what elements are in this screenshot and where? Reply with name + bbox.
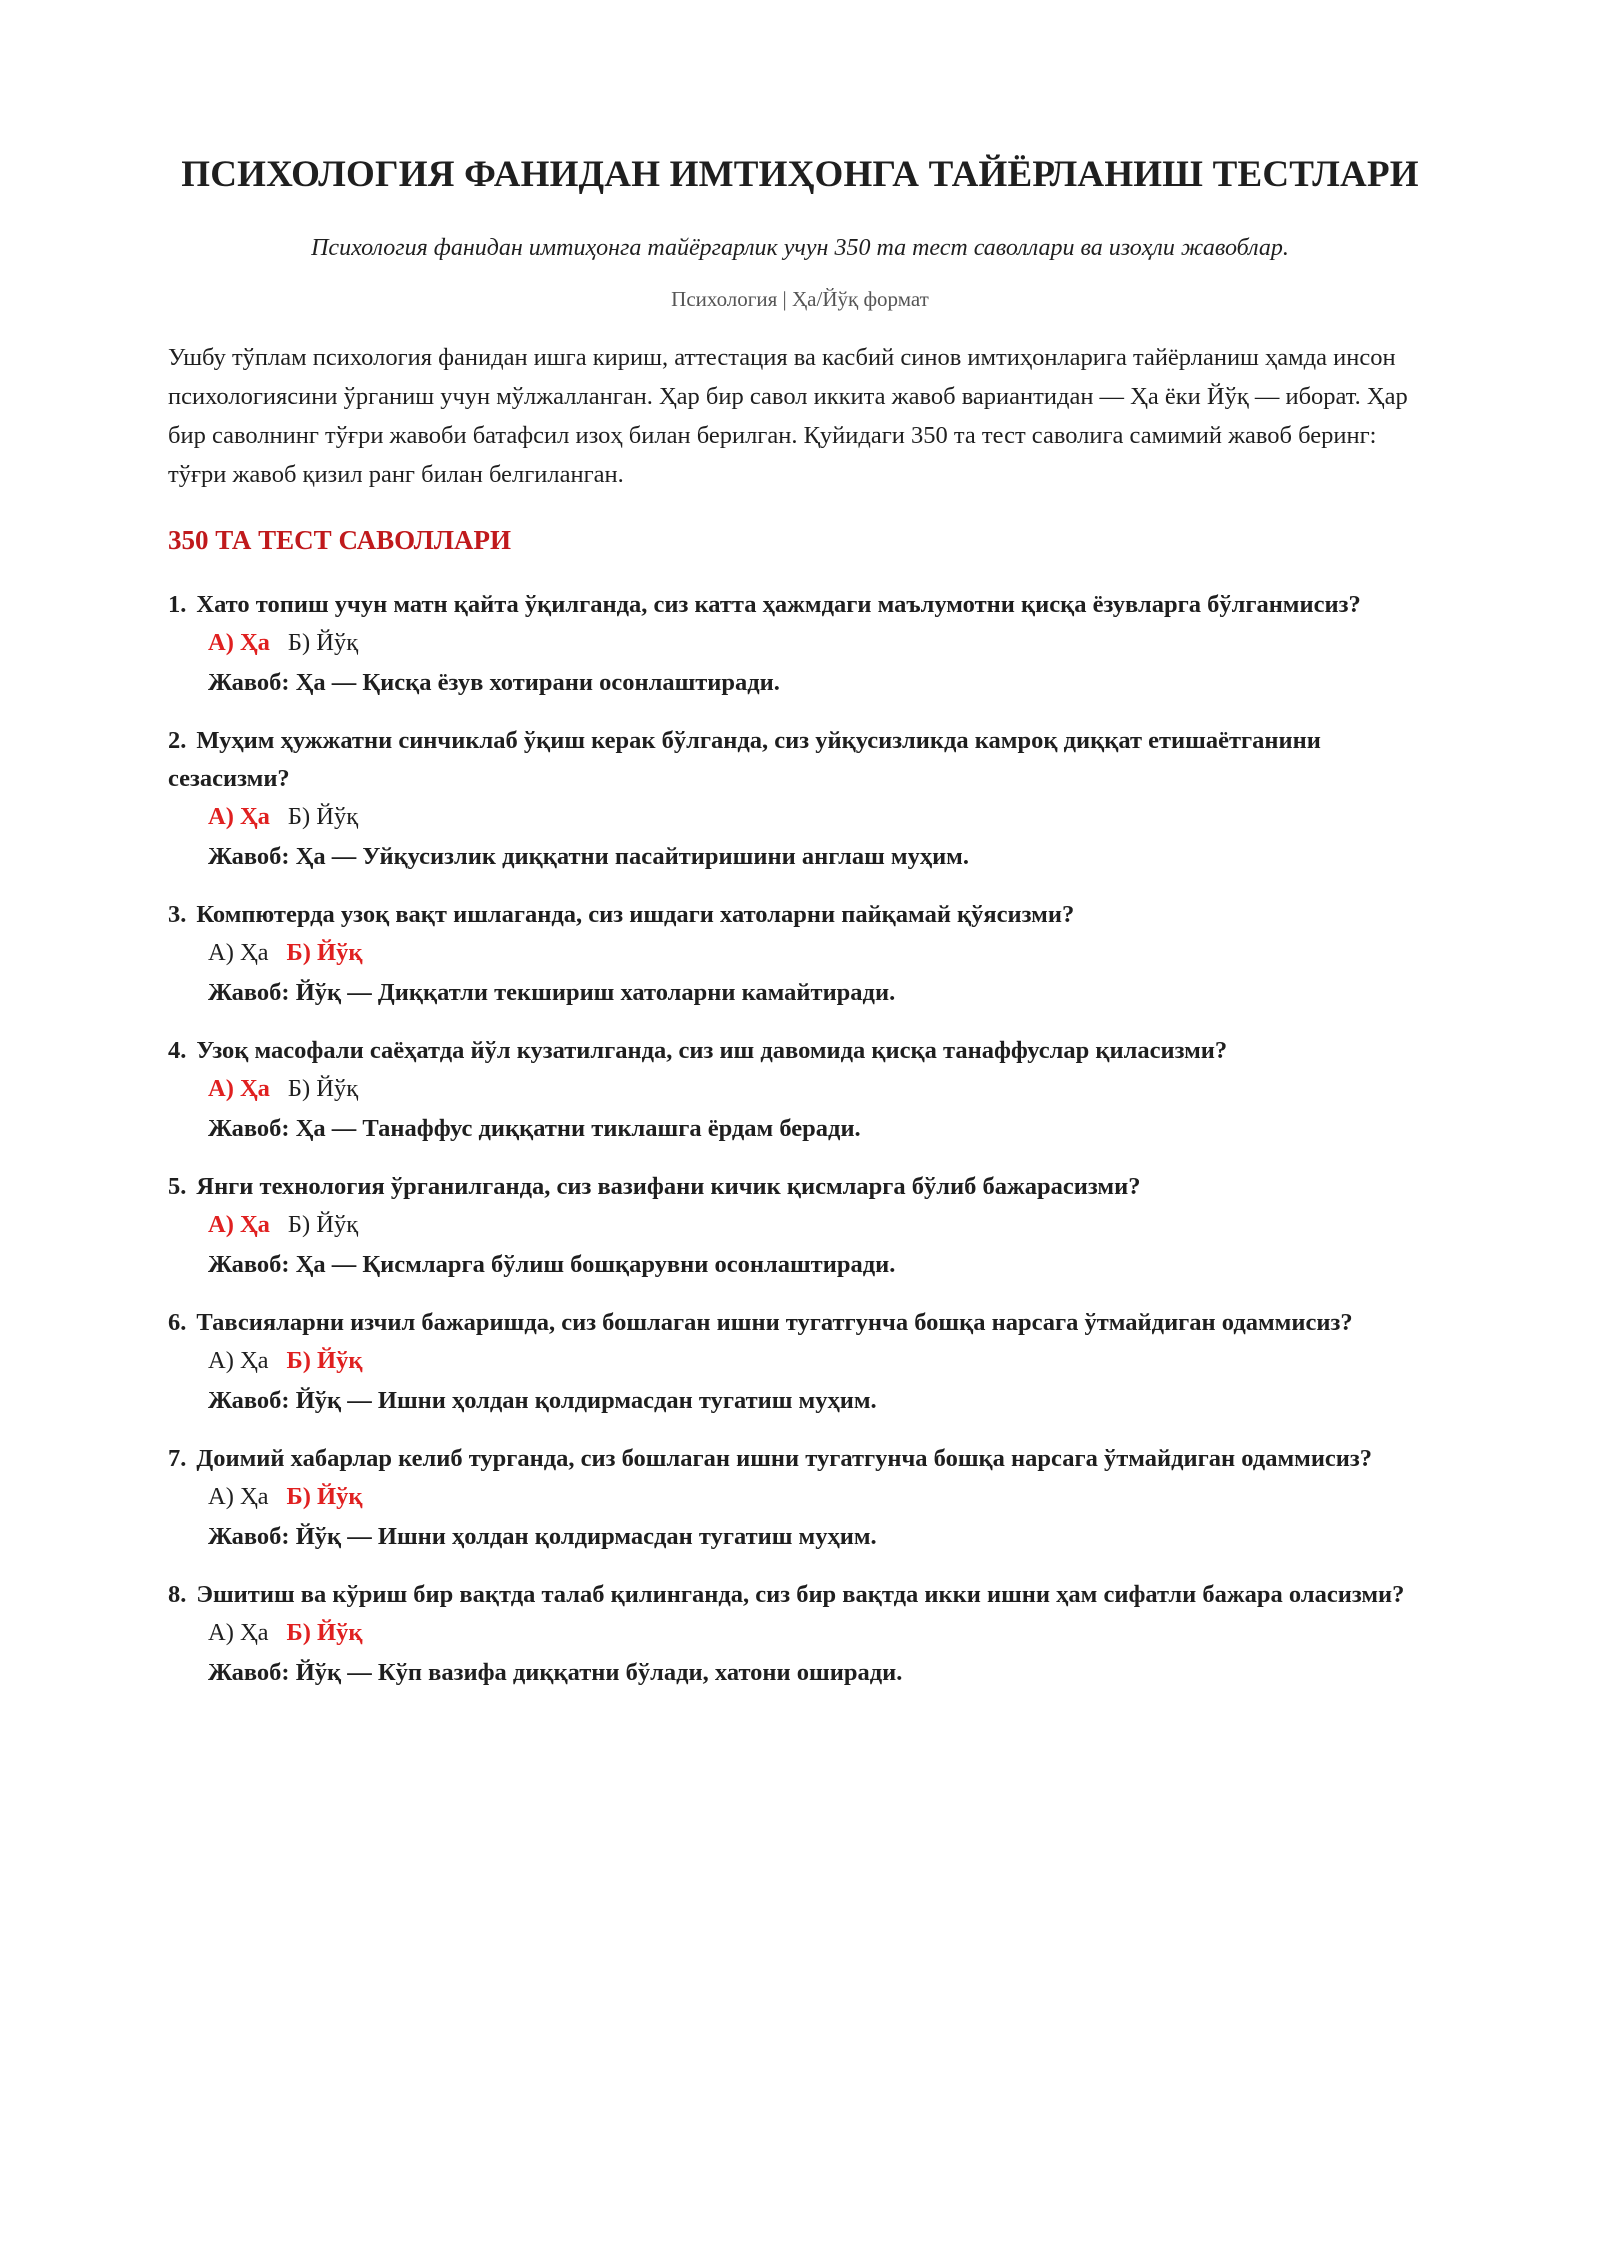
answer-options (168, 934, 1432, 972)
answer-explanation: Жавоб: Ҳа — Қисмларга бўлиш бошқарувни осонлаштиради. (208, 1251, 896, 1278)
option-b: Б) Йўқ (287, 1211, 359, 1238)
question-item (168, 1304, 1432, 1422)
answer-explanation: Жавоб: Ҳа — Уйқусизлик диққатни пасайтиришини англаш муҳим. (208, 843, 969, 870)
question-body: Хато топиш учун матн қайта ўқилганда, сиз катта ҳажмдаги маълумотни қисқа ёзувларга бўлганмисиз? (196, 591, 1361, 618)
option-b: Б) Йўқ (287, 629, 359, 656)
option-b-correct: Б) Йўқ (286, 1619, 363, 1646)
page-meta: Психология | Ҳа/Йўқ формат (671, 287, 929, 311)
question-item (168, 1032, 1432, 1150)
option-a-correct: А) Ҳа (208, 803, 270, 830)
question-body: Эшитиш ва кўриш бир вақтда талаб қилинганда, сиз бир вақтда икки ишни ҳам сифатли бажара оласизми? (196, 1581, 1405, 1608)
answer-options (168, 1206, 1432, 1244)
option-a: А) Ҳа (208, 1347, 269, 1374)
question-body: Янги технология ўрганилганда, сиз вазифани кичик қисмларга бўлиб бажарасизми? (196, 1173, 1141, 1200)
answer-options (168, 1478, 1432, 1516)
page-title: ПСИХОЛОГИЯ ФАНИДАН ИМТИҲОНГА ТАЙЁРЛАНИШ ТЕСТЛАРИ (181, 154, 1419, 195)
question-number: 1. (168, 591, 187, 618)
option-b-correct: Б) Йўқ (286, 1483, 363, 1510)
question-text (168, 1576, 1432, 1614)
answer-explanation: Жавоб: Йўқ — Кўп вазифа диққатни бўлади, хатони оширади. (208, 1659, 903, 1686)
question-body: Тавсияларни изчил бажаришда, сиз бошлаган ишни тугатгунча бошқа нарсага ўтмайдиган одаммисиз? (196, 1309, 1353, 1336)
question-text (168, 586, 1432, 624)
question-number: 4. (168, 1037, 187, 1064)
answer-options (168, 1342, 1432, 1380)
question-text (168, 1032, 1432, 1070)
question-number: 6. (168, 1309, 187, 1336)
answer-explanation: Жавоб: Ҳа — Қисқа ёзув хотирани осонлаштиради. (208, 669, 780, 696)
question-item (168, 1168, 1432, 1286)
question-item (168, 1440, 1432, 1558)
option-a-correct: А) Ҳа (208, 1075, 270, 1102)
option-a: А) Ҳа (208, 939, 269, 966)
document-page (168, 148, 1432, 1694)
answer-explanation: Жавоб: Йўқ — Диққатли текшириш хатоларни камайтиради. (208, 979, 896, 1006)
option-a: А) Ҳа (208, 1483, 269, 1510)
question-text (168, 896, 1432, 934)
question-number: 2. (168, 727, 187, 754)
question-text (168, 1304, 1432, 1342)
page-subtitle: Психология фанидан имтиҳонга тайёргарлик учун 350 та тест саволлари ва изоҳли жавоблар. (311, 235, 1289, 261)
question-item (168, 1576, 1432, 1694)
option-b: Б) Йўқ (287, 1075, 359, 1102)
question-text (168, 722, 1432, 798)
question-number: 3. (168, 901, 187, 928)
answer-options (168, 1614, 1432, 1652)
question-body: Доимий хабарлар келиб турганда, сиз бошлаган ишни тугатгунча бошқа нарсага ўтмайдиган одаммисиз? (196, 1445, 1373, 1472)
question-number: 7. (168, 1445, 187, 1472)
question-number: 8. (168, 1581, 187, 1608)
option-b-correct: Б) Йўқ (286, 1347, 363, 1374)
answer-options (168, 1070, 1432, 1108)
question-item (168, 722, 1432, 878)
intro-paragraph: Ушбу тўплам психология фанидан ишга кириш, аттестация ва касбий синов имтиҳонларига тайёрланиш ҳамда инсон психологиясини ўрганиш учун мўлжалланган. Ҳар бир савол иккита жавоб вариантидан — Ҳа ёки Йўқ — иборат. Ҳар бир саволнинг тўғри жавоби батафсил изоҳ билан берилган. Қуйидаги 350 та тест саволига самимий жавоб беринг: тўғри жавоб қизил ранг билан белгиланган. (168, 344, 1408, 488)
question-list (168, 586, 1432, 1694)
answer-explanation: Жавоб: Йўқ — Ишни ҳолдан қолдирмасдан тугатиш муҳим. (208, 1387, 877, 1414)
question-text (168, 1168, 1432, 1206)
question-body: Муҳим ҳужжатни синчиклаб ўқиш керак бўлганда, сиз уйқусизликда камроқ диққат етишаётганини сезасизми? (168, 727, 1321, 792)
option-b: Б) Йўқ (287, 803, 359, 830)
option-a-correct: А) Ҳа (208, 629, 270, 656)
answer-options (168, 798, 1432, 836)
section-heading: 350 ТА ТЕСТ САВОЛЛАРИ (168, 525, 511, 555)
question-body: Компютерда узоқ вақт ишлаганда, сиз ишдаги хатоларни пайқамай қўясизми? (196, 901, 1075, 928)
question-body: Узоқ масофали саёҳатда йўл кузатилганда, сиз иш давомида қисқа танаффуслар қиласизми? (196, 1037, 1228, 1064)
question-item (168, 896, 1432, 1014)
answer-options (168, 624, 1432, 662)
question-number: 5. (168, 1173, 187, 1200)
question-item (168, 586, 1432, 704)
option-a-correct: А) Ҳа (208, 1211, 270, 1238)
option-b-correct: Б) Йўқ (286, 939, 363, 966)
question-text (168, 1440, 1432, 1478)
answer-explanation: Жавоб: Ҳа — Танаффус диққатни тиклашга ёрдам беради. (208, 1115, 861, 1142)
answer-explanation: Жавоб: Йўқ — Ишни ҳолдан қолдирмасдан тугатиш муҳим. (208, 1523, 877, 1550)
option-a: А) Ҳа (208, 1619, 269, 1646)
